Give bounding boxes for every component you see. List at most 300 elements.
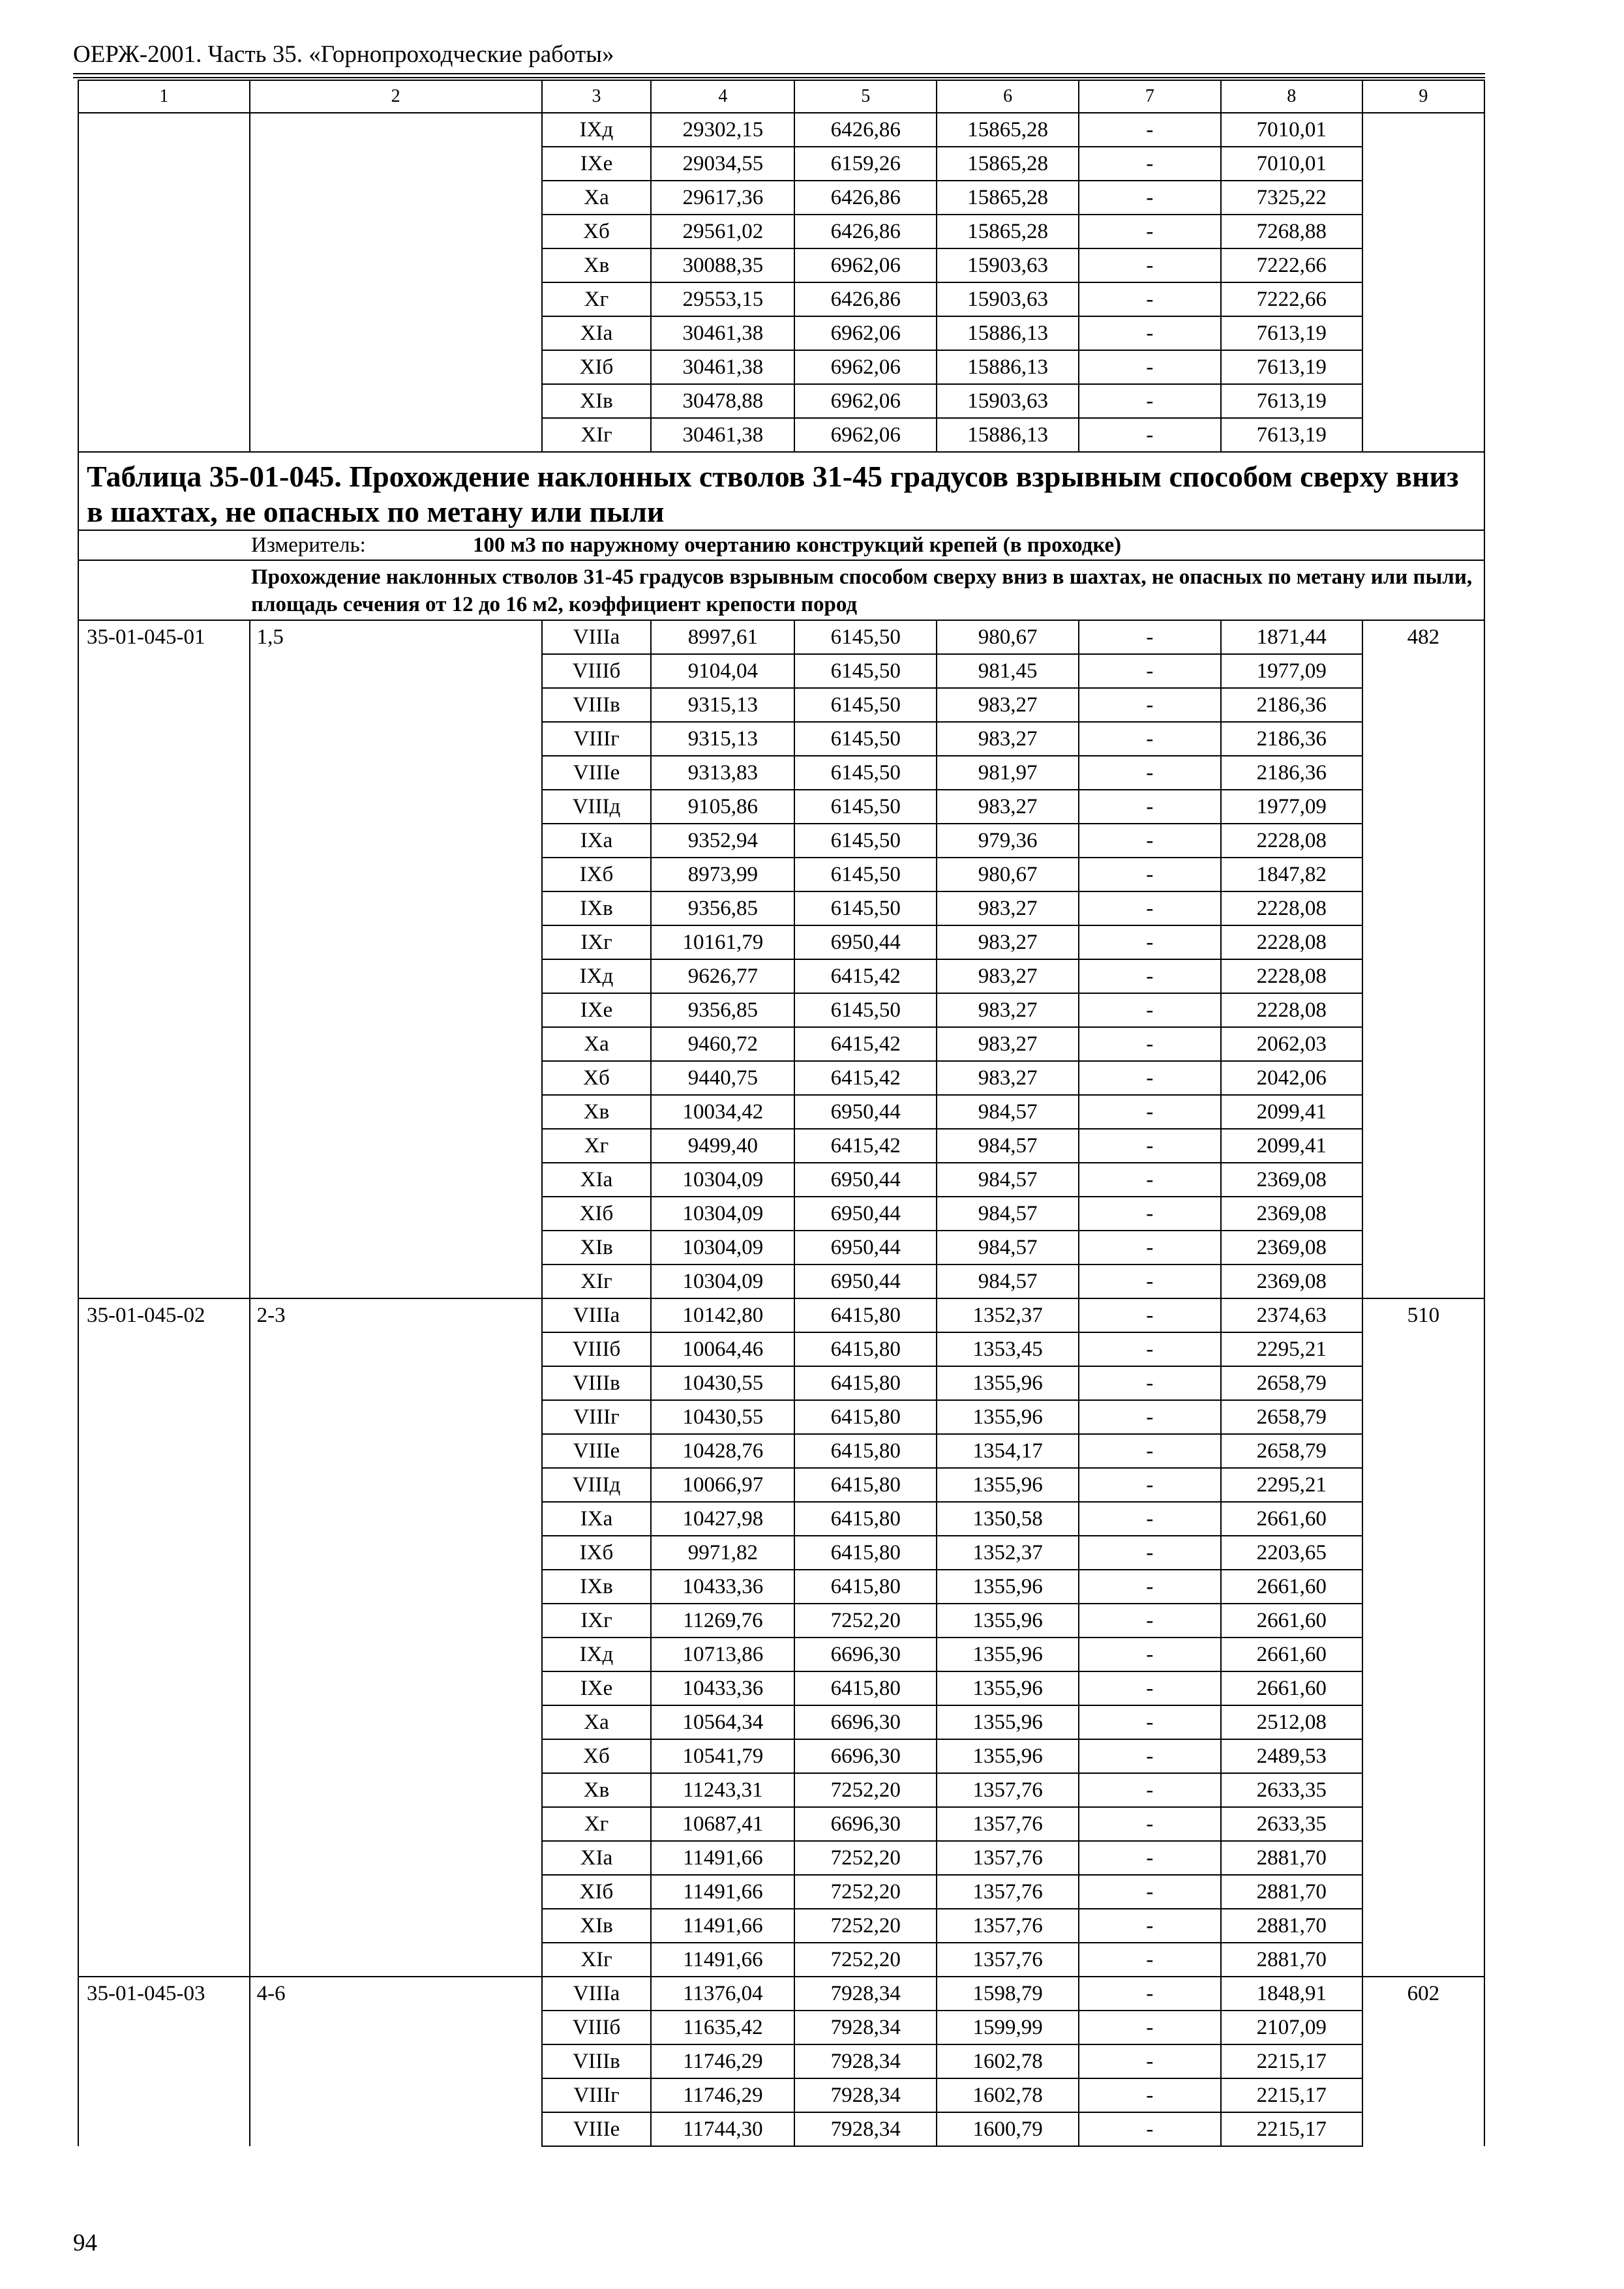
table-cell: 1871,44 xyxy=(1221,620,1362,654)
table-cell: - xyxy=(1079,1604,1221,1638)
rock-hardness-cell xyxy=(250,1502,542,1536)
table-cell: 2228,08 xyxy=(1221,824,1362,858)
table-cell: 6415,80 xyxy=(794,1671,937,1705)
rock-hardness-cell xyxy=(250,688,542,722)
table-row xyxy=(78,1061,1484,1095)
table-cell: 2369,08 xyxy=(1221,1163,1362,1197)
table-cell: 2881,70 xyxy=(1221,1875,1362,1909)
rock-hardness-cell xyxy=(250,147,542,181)
table-cell: 2661,60 xyxy=(1221,1671,1362,1705)
table-cell: 11376,04 xyxy=(651,1977,794,2011)
table-cell: 10433,36 xyxy=(651,1570,794,1604)
table-cell: 6159,26 xyxy=(794,147,937,181)
table-cell: IXб xyxy=(542,1536,652,1570)
table-cell: Xг xyxy=(542,1129,652,1163)
table-cell: 2295,21 xyxy=(1221,1332,1362,1366)
rock-hardness-cell xyxy=(250,959,542,993)
table-cell: 1977,09 xyxy=(1221,790,1362,824)
rock-hardness-cell xyxy=(250,1231,542,1264)
table-cell: 6415,80 xyxy=(794,1366,937,1400)
table-cell: 2374,63 xyxy=(1221,1298,1362,1332)
table-cell: 2099,41 xyxy=(1221,1095,1362,1129)
table-row xyxy=(78,959,1484,993)
table-row xyxy=(78,824,1484,858)
rate-code-cell xyxy=(78,1366,250,1400)
table-row xyxy=(78,1502,1484,1536)
table-cell: 9356,85 xyxy=(651,891,794,925)
rate-code-cell xyxy=(78,2078,250,2112)
table-cell: 7252,20 xyxy=(794,1604,937,1638)
table-cell: - xyxy=(1079,790,1221,824)
table-cell: 984,57 xyxy=(937,1197,1079,1231)
table-cell: 1352,37 xyxy=(937,1536,1079,1570)
table-cell: 6426,86 xyxy=(794,215,937,248)
table-cell: 1355,96 xyxy=(937,1671,1079,1705)
table-cell: VIIIа xyxy=(542,1977,652,2011)
table-cell: - xyxy=(1079,1197,1221,1231)
table-cell: 6426,86 xyxy=(794,181,937,215)
table-row xyxy=(78,1909,1484,1943)
table-cell: - xyxy=(1079,925,1221,959)
column-number: 9 xyxy=(1362,80,1484,113)
table-cell: 6145,50 xyxy=(794,620,937,654)
table-cell: - xyxy=(1079,418,1221,452)
table-cell: 6415,80 xyxy=(794,1298,937,1332)
rock-hardness-cell xyxy=(250,1909,542,1943)
table-cell: 7928,34 xyxy=(794,2044,937,2078)
rock-hardness-cell xyxy=(250,1027,542,1061)
table-row xyxy=(78,1807,1484,1841)
table-cell: 1355,96 xyxy=(937,1638,1079,1671)
rock-hardness-cell xyxy=(250,1875,542,1909)
table-cell: 29302,15 xyxy=(651,113,794,147)
table-row xyxy=(78,1366,1484,1400)
table-cell: Xг xyxy=(542,282,652,316)
table-cell: 30461,38 xyxy=(651,418,794,452)
table-cell: Xб xyxy=(542,1061,652,1095)
page-header-title: ОЕРЖ-2001. Часть 35. «Горнопроходческие работы» xyxy=(73,41,614,68)
table-cell: 1355,96 xyxy=(937,1400,1079,1434)
table-cell: 2203,65 xyxy=(1221,1536,1362,1570)
table-cell: 6962,06 xyxy=(794,248,937,282)
table-cell: - xyxy=(1079,1095,1221,1129)
table-cell: 2633,35 xyxy=(1221,1773,1362,1807)
table-cell: 1848,91 xyxy=(1221,1977,1362,2011)
col9-value: 482 xyxy=(1407,625,1440,649)
rock-hardness-cell xyxy=(250,1841,542,1875)
table-cell: - xyxy=(1079,1061,1221,1095)
col9-cell xyxy=(1362,147,1484,181)
table-cell: - xyxy=(1079,1807,1221,1841)
table-cell: VIIIд xyxy=(542,1468,652,1502)
table-row xyxy=(78,722,1484,756)
table-cell: 9315,13 xyxy=(651,688,794,722)
table-cell: 7325,22 xyxy=(1221,181,1362,215)
table-cell: - xyxy=(1079,1027,1221,1061)
table-cell: XIа xyxy=(542,1841,652,1875)
measure-cell xyxy=(78,530,1484,560)
rock-hardness-cell xyxy=(250,2044,542,2078)
table-cell: - xyxy=(1079,1434,1221,1468)
col9-cell xyxy=(1362,824,1484,858)
rock-hardness-cell xyxy=(250,1977,542,2011)
rate-code: 35-01-045-02 xyxy=(87,1304,205,1327)
table-cell: - xyxy=(1079,1739,1221,1773)
col9-cell xyxy=(1362,384,1484,418)
rate-code-cell xyxy=(78,993,250,1027)
table-cell: 6145,50 xyxy=(794,993,937,1027)
rate-code: 35-01-045-03 xyxy=(87,1982,205,2005)
col9-cell xyxy=(1362,1604,1484,1638)
table-cell: 6696,30 xyxy=(794,1638,937,1671)
table-cell: 1355,96 xyxy=(937,1468,1079,1502)
table-cell: VIIIа xyxy=(542,1298,652,1332)
table-cell: IXа xyxy=(542,1502,652,1536)
table-cell: 29553,15 xyxy=(651,282,794,316)
table-cell: 983,27 xyxy=(937,1061,1079,1095)
table-row xyxy=(78,1943,1484,1977)
table-title-row xyxy=(78,452,1484,530)
col9-cell xyxy=(1362,1298,1484,1332)
col9-cell xyxy=(1362,1773,1484,1807)
table-cell: VIIIе xyxy=(542,1434,652,1468)
col9-value: 602 xyxy=(1407,1982,1440,2005)
table-cell: 1357,76 xyxy=(937,1841,1079,1875)
table-cell: 30461,38 xyxy=(651,350,794,384)
table-cell: 1355,96 xyxy=(937,1705,1079,1739)
table-cell: 29034,55 xyxy=(651,147,794,181)
table-cell: - xyxy=(1079,858,1221,891)
col9-cell xyxy=(1362,2112,1484,2146)
table-cell: 2369,08 xyxy=(1221,1197,1362,1231)
table-row xyxy=(78,1739,1484,1773)
table-cell: 1357,76 xyxy=(937,1909,1079,1943)
table-cell: XIб xyxy=(542,1197,652,1231)
table-cell: - xyxy=(1079,654,1221,688)
table-cell: 6145,50 xyxy=(794,756,937,790)
table-cell: 11635,42 xyxy=(651,2011,794,2044)
rock-hardness-cell xyxy=(250,2112,542,2146)
rate-code-cell xyxy=(78,1231,250,1264)
rock-hardness-cell xyxy=(250,2011,542,2044)
table-cell: 2658,79 xyxy=(1221,1434,1362,1468)
table-cell: 2228,08 xyxy=(1221,959,1362,993)
table-cell: 2661,60 xyxy=(1221,1570,1362,1604)
table-row xyxy=(78,1671,1484,1705)
table-cell: 1977,09 xyxy=(1221,654,1362,688)
table-cell: - xyxy=(1079,384,1221,418)
table-row xyxy=(78,316,1484,350)
table-row xyxy=(78,1095,1484,1129)
table-row xyxy=(78,993,1484,1027)
rate-code-cell xyxy=(78,1298,250,1332)
table-cell: 2295,21 xyxy=(1221,1468,1362,1502)
rate-code-cell xyxy=(78,1095,250,1129)
table-cell: - xyxy=(1079,1570,1221,1604)
rate-code-cell xyxy=(78,824,250,858)
table-cell: 11491,66 xyxy=(651,1943,794,1977)
rock-hardness: 1,5 xyxy=(256,625,284,649)
table-cell: Xб xyxy=(542,1739,652,1773)
table-cell: 2042,06 xyxy=(1221,1061,1362,1095)
col9-cell xyxy=(1362,1129,1484,1163)
table-cell: 7252,20 xyxy=(794,1943,937,1977)
table-cell: 6145,50 xyxy=(794,891,937,925)
table-cell: 1602,78 xyxy=(937,2044,1079,2078)
rate-code-cell xyxy=(78,113,250,147)
col9-cell xyxy=(1362,1231,1484,1264)
table-cell: 981,97 xyxy=(937,756,1079,790)
table-cell: 1357,76 xyxy=(937,1943,1079,1977)
table-cell: VIIIа xyxy=(542,620,652,654)
rate-code-cell xyxy=(78,2011,250,2044)
table-cell: 6950,44 xyxy=(794,1197,937,1231)
col9-cell xyxy=(1362,350,1484,384)
rate-code-cell xyxy=(78,1027,250,1061)
col9-cell xyxy=(1362,925,1484,959)
rock-hardness-cell xyxy=(250,790,542,824)
table-row xyxy=(78,147,1484,181)
table-cell: 29561,02 xyxy=(651,215,794,248)
rate-code-cell xyxy=(78,654,250,688)
col9-cell xyxy=(1362,891,1484,925)
table-cell: 6696,30 xyxy=(794,1807,937,1841)
rate-code-cell xyxy=(78,248,250,282)
table-cell: - xyxy=(1079,2044,1221,2078)
table-cell: 6696,30 xyxy=(794,1705,937,1739)
table-row xyxy=(78,350,1484,384)
rates-table xyxy=(78,80,1485,2147)
table-cell: 15886,13 xyxy=(937,316,1079,350)
table-cell: 6415,80 xyxy=(794,1536,937,1570)
rock-hardness-cell xyxy=(250,316,542,350)
table-cell: - xyxy=(1079,1773,1221,1807)
table-cell: 6145,50 xyxy=(794,654,937,688)
table-cell: 1354,17 xyxy=(937,1434,1079,1468)
col9-cell xyxy=(1362,1909,1484,1943)
table-cell: 15903,63 xyxy=(937,384,1079,418)
table-cell: IXе xyxy=(542,147,652,181)
measure-value: 100 м3 по наружному очертанию конструкций крепей (в проходке) xyxy=(473,533,1122,557)
table-cell: VIIIд xyxy=(542,790,652,824)
rate-code-cell xyxy=(78,1536,250,1570)
table-cell: 2369,08 xyxy=(1221,1231,1362,1264)
rock-hardness-cell xyxy=(250,1536,542,1570)
table-cell: VIIIг xyxy=(542,722,652,756)
table-cell: 9104,04 xyxy=(651,654,794,688)
table-cell: - xyxy=(1079,2112,1221,2146)
rate-code-cell xyxy=(78,1163,250,1197)
table-cell: 1353,45 xyxy=(937,1332,1079,1366)
table-cell: XIб xyxy=(542,1875,652,1909)
rate-code-cell xyxy=(78,147,250,181)
rate-code-cell xyxy=(78,384,250,418)
col9-cell xyxy=(1362,1943,1484,1977)
table-cell: - xyxy=(1079,1671,1221,1705)
table-cell: 10427,98 xyxy=(651,1502,794,1536)
table-cell: 2228,08 xyxy=(1221,925,1362,959)
col9-cell xyxy=(1362,654,1484,688)
table-cell: XIб xyxy=(542,350,652,384)
col9-cell xyxy=(1362,1977,1484,2011)
table-row xyxy=(78,215,1484,248)
table-cell: VIIIб xyxy=(542,654,652,688)
table-cell: VIIIв xyxy=(542,1366,652,1400)
table-cell: 6962,06 xyxy=(794,418,937,452)
table-cell: 6426,86 xyxy=(794,113,937,147)
table-cell: 11269,76 xyxy=(651,1604,794,1638)
table-cell: 9440,75 xyxy=(651,1061,794,1095)
table-cell: 2881,70 xyxy=(1221,1943,1362,1977)
table-cell: 1355,96 xyxy=(937,1366,1079,1400)
rock-hardness-cell xyxy=(250,1773,542,1807)
table-cell: 1352,37 xyxy=(937,1298,1079,1332)
table-cell: 11491,66 xyxy=(651,1909,794,1943)
table-cell: 1602,78 xyxy=(937,2078,1079,2112)
rock-hardness-cell xyxy=(250,1570,542,1604)
table-cell: 2215,17 xyxy=(1221,2078,1362,2112)
table-cell: 6950,44 xyxy=(794,1264,937,1298)
table-row xyxy=(78,282,1484,316)
table-cell: 2186,36 xyxy=(1221,756,1362,790)
rate-code-cell xyxy=(78,1875,250,1909)
table-cell: - xyxy=(1079,1502,1221,1536)
table-cell: 7222,66 xyxy=(1221,282,1362,316)
table-cell: 6950,44 xyxy=(794,925,937,959)
table-cell: - xyxy=(1079,181,1221,215)
col9-cell xyxy=(1362,1671,1484,1705)
rate-code-cell xyxy=(78,1434,250,1468)
table-cell: - xyxy=(1079,316,1221,350)
table-cell: 6415,80 xyxy=(794,1502,937,1536)
col9-cell xyxy=(1362,181,1484,215)
table-cell: 1355,96 xyxy=(937,1739,1079,1773)
table-row xyxy=(78,1197,1484,1231)
table-cell: 10713,86 xyxy=(651,1638,794,1671)
table-cell: 9971,82 xyxy=(651,1536,794,1570)
column-number: 1 xyxy=(78,80,250,113)
col9-cell xyxy=(1362,1163,1484,1197)
rate-code-cell xyxy=(78,316,250,350)
table-cell: 1355,96 xyxy=(937,1604,1079,1638)
table-cell: 2658,79 xyxy=(1221,1400,1362,1434)
rate-code-cell xyxy=(78,1061,250,1095)
table-cell: 8997,61 xyxy=(651,620,794,654)
col9-cell xyxy=(1362,790,1484,824)
rate-code-cell xyxy=(78,959,250,993)
table-row xyxy=(78,925,1484,959)
col9-cell xyxy=(1362,1095,1484,1129)
table-cell: 1357,76 xyxy=(937,1807,1079,1841)
table-row xyxy=(78,1468,1484,1502)
table-cell: 10430,55 xyxy=(651,1400,794,1434)
table-cell: IXе xyxy=(542,1671,652,1705)
table-cell: 980,67 xyxy=(937,858,1079,891)
table-cell: 29617,36 xyxy=(651,181,794,215)
table-cell: 15903,63 xyxy=(937,282,1079,316)
col9-cell xyxy=(1362,2011,1484,2044)
rate-code-cell xyxy=(78,2112,250,2146)
rock-hardness-cell xyxy=(250,891,542,925)
rock-hardness-cell xyxy=(250,1197,542,1231)
column-number: 2 xyxy=(250,80,542,113)
table-cell: 10161,79 xyxy=(651,925,794,959)
table-row xyxy=(78,1332,1484,1366)
table-cell: - xyxy=(1079,1468,1221,1502)
table-cell: IXв xyxy=(542,1570,652,1604)
column-number: 6 xyxy=(937,80,1079,113)
table-cell: 983,27 xyxy=(937,959,1079,993)
table-cell: 7928,34 xyxy=(794,1977,937,2011)
rate-code-cell xyxy=(78,1604,250,1638)
col9-cell xyxy=(1362,1841,1484,1875)
table-cell: VIIIе xyxy=(542,756,652,790)
col9-cell xyxy=(1362,1705,1484,1739)
rate-code-cell xyxy=(78,790,250,824)
table-row xyxy=(78,1773,1484,1807)
rock-hardness-cell xyxy=(250,113,542,147)
table-cell: - xyxy=(1079,1875,1221,1909)
table-cell: 2107,09 xyxy=(1221,2011,1362,2044)
table-cell: 6415,80 xyxy=(794,1332,937,1366)
rate-code-cell xyxy=(78,1739,250,1773)
table-row xyxy=(78,858,1484,891)
rate-code-cell xyxy=(78,1671,250,1705)
table-cell: - xyxy=(1079,1909,1221,1943)
col9-cell xyxy=(1362,858,1484,891)
rock-hardness-cell xyxy=(250,1061,542,1095)
table-cell: 2881,70 xyxy=(1221,1841,1362,1875)
table-cell: 10428,76 xyxy=(651,1434,794,1468)
rate-code-cell xyxy=(78,722,250,756)
table-cell: - xyxy=(1079,1231,1221,1264)
col9-cell xyxy=(1362,688,1484,722)
col9-cell xyxy=(1362,1807,1484,1841)
table-cell: Xв xyxy=(542,248,652,282)
rock-hardness-cell xyxy=(250,350,542,384)
rate-code-cell xyxy=(78,2044,250,2078)
table-cell: 6950,44 xyxy=(794,1231,937,1264)
table-cell: 11491,66 xyxy=(651,1841,794,1875)
table-cell: Xб xyxy=(542,215,652,248)
table-cell: 10304,09 xyxy=(651,1163,794,1197)
table-cell: - xyxy=(1079,1400,1221,1434)
rock-hardness-cell xyxy=(250,1298,542,1332)
rate-code-cell xyxy=(78,688,250,722)
table-cell: 2228,08 xyxy=(1221,993,1362,1027)
table-cell: 8973,99 xyxy=(651,858,794,891)
col9-cell xyxy=(1362,113,1484,147)
col9-cell xyxy=(1362,1332,1484,1366)
table-cell: 7252,20 xyxy=(794,1909,937,1943)
table-cell: 1357,76 xyxy=(937,1773,1079,1807)
rate-code-cell xyxy=(78,1773,250,1807)
table-cell: Xв xyxy=(542,1095,652,1129)
table-cell: 11746,29 xyxy=(651,2078,794,2112)
col9-cell xyxy=(1362,993,1484,1027)
table-cell: - xyxy=(1079,147,1221,181)
rock-hardness-cell xyxy=(250,756,542,790)
table-cell: 7928,34 xyxy=(794,2078,937,2112)
table-cell: 10541,79 xyxy=(651,1739,794,1773)
col9-cell xyxy=(1362,1570,1484,1604)
rate-code-cell xyxy=(78,1468,250,1502)
table-cell: XIв xyxy=(542,384,652,418)
table-cell: - xyxy=(1079,756,1221,790)
rate-code-cell xyxy=(78,1400,250,1434)
table-cell: 984,57 xyxy=(937,1095,1079,1129)
table-row xyxy=(78,248,1484,282)
